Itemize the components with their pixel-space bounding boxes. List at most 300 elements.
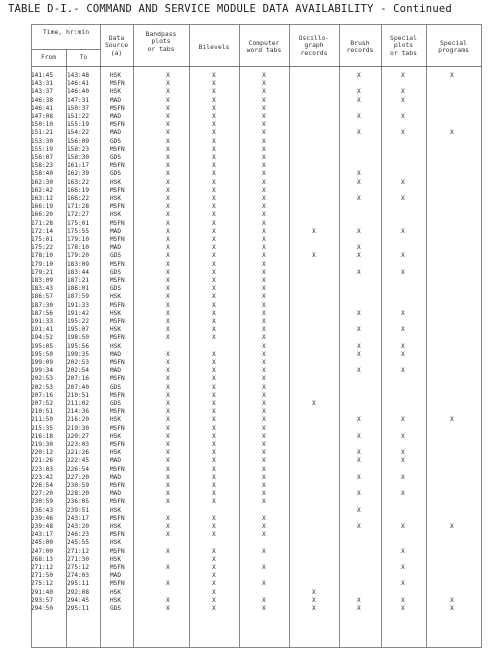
time-from-cell: 162:42 [31,186,54,194]
availability-mark: X [212,531,216,539]
availability-mark: X [401,252,405,260]
availability-mark: X [166,490,170,498]
header-data-source: Data Source (a) [104,34,129,57]
table-row [31,581,481,587]
data-source-cell: MAD [110,227,122,235]
availability-mark: X [262,121,266,129]
time-from-cell: 226:54 [31,482,54,489]
data-source-cell: MSFN [110,219,125,227]
time-to-cell: 214:36 [67,408,90,416]
availability-mark: X [401,309,405,317]
time-from-cell: 239:48 [31,523,54,530]
data-source-cell: MAD [110,244,122,252]
time-to-cell: 219:30 [67,424,90,432]
table-row [31,286,481,292]
time-from-cell: 153:30 [31,137,54,145]
availability-mark: X [166,227,170,235]
data-source-cell: MSFN [110,162,125,170]
availability-mark: X [262,432,266,440]
availability-mark: X [166,424,170,432]
data-source-cell: HSK [110,178,122,186]
availability-mark: X [357,473,361,481]
availability-mark: X [212,309,216,317]
time-from-cell: 223:42 [31,473,54,481]
availability-mark: X [212,186,216,194]
availability-mark: X [212,523,216,530]
availability-mark: X [262,383,266,391]
time-to-cell: 162:39 [67,170,90,178]
availability-mark: X [262,145,266,153]
availability-mark: X [401,432,405,440]
availability-mark: X [357,449,361,457]
availability-mark: X [212,449,216,457]
availability-mark: X [212,359,216,366]
availability-mark: X [166,367,170,375]
availability-mark: X [212,588,216,596]
time-to-cell: 271:30 [67,555,90,563]
availability-mark: X [262,137,266,145]
availability-mark: X [312,605,316,612]
availability-mark: X [166,596,170,604]
availability-mark: X [212,334,216,342]
header-oscillograph: Oscillo- graph records [298,34,330,57]
availability-mark: X [212,285,216,293]
availability-mark: X [166,162,170,170]
availability-mark: X [212,391,216,399]
time-from-cell: 210:51 [31,408,54,416]
availability-mark: X [401,268,405,276]
availability-mark: X [212,80,216,88]
time-to-cell: 243:17 [67,514,90,522]
availability-mark: X [212,555,216,563]
time-to-cell: 202:53 [67,359,90,366]
availability-mark: X [166,580,170,588]
table-row [31,458,481,464]
table-row [31,245,481,251]
time-from-cell: 179:10 [31,260,54,268]
data-source-cell: HSK [110,539,122,547]
availability-mark: X [166,441,170,448]
data-source-cell: MAD [110,367,122,375]
header-from: From [41,54,56,61]
data-source-cell: HSK [110,523,122,530]
table-row [31,139,481,145]
time-to-cell: 243:20 [67,523,90,530]
table-row [31,81,481,87]
time-to-cell: 191:42 [67,309,90,317]
availability-mark: X [401,605,405,612]
time-from-cell: 147:08 [31,113,54,120]
availability-mark: X [262,178,266,186]
availability-mark: X [357,72,361,79]
data-source-cell: MSFN [110,465,125,473]
availability-mark: X [262,523,266,530]
time-from-cell: 227:20 [31,490,54,498]
header-special-programs: Special programs [438,39,469,55]
availability-mark: X [166,260,170,268]
table-row [31,475,481,481]
table-row [31,598,481,604]
availability-mark: X [166,137,170,145]
availability-mark: X [212,96,216,104]
header-special-plots: Special plots or tabs [390,34,417,57]
availability-mark: X [212,408,216,416]
header-time: Time, hr:min [42,28,90,36]
data-source-cell: MAD [110,473,122,481]
availability-mark: X [401,195,405,202]
availability-mark: X [212,367,216,375]
availability-mark: X [401,490,405,498]
time-from-cell: 143:31 [31,80,54,88]
table-row [31,573,481,579]
time-from-cell: 293:57 [31,596,54,604]
time-from-cell: 179:21 [31,268,54,276]
table-row [31,319,481,325]
availability-mark: X [166,277,170,284]
availability-mark: X [262,88,266,96]
table-row [31,188,481,194]
availability-mark: X [262,375,266,383]
availability-mark: X [262,359,266,366]
availability-mark: X [357,96,361,104]
availability-mark: X [166,129,170,137]
time-from-cell: 271:50 [31,572,54,580]
availability-mark: X [166,170,170,178]
time-from-cell: 216:18 [31,432,54,440]
availability-mark: X [166,547,170,555]
time-to-cell: 146:40 [67,88,90,96]
table-row [31,532,481,538]
availability-mark: X [212,416,216,424]
availability-mark: X [212,252,216,260]
time-from-cell: 158:23 [31,162,54,170]
availability-mark: X [212,88,216,96]
data-source-cell: MSFN [110,441,125,448]
data-source-cell: MSFN [110,514,125,522]
data-source-cell: MSFN [110,186,125,194]
availability-mark: X [450,596,454,604]
time-from-cell: 175:01 [31,236,54,243]
availability-mark: X [166,523,170,530]
table-row [31,221,481,227]
time-from-cell: 183:43 [31,285,54,293]
availability-mark: X [212,129,216,137]
data-source-cell: MAD [110,490,122,498]
time-to-cell: 147:31 [67,96,90,104]
time-from-cell: 230:59 [31,498,54,506]
availability-mark: X [166,236,170,243]
time-to-cell: 226:54 [67,465,90,473]
data-source-cell: MAD [110,572,122,580]
table-row [31,368,481,374]
availability-mark: X [166,605,170,612]
time-from-cell: 268:13 [31,555,54,563]
table-row [31,508,481,514]
availability-mark: X [166,88,170,96]
availability-mark: X [401,129,405,137]
availability-mark: X [450,605,454,612]
availability-mark: X [262,367,266,375]
availability-mark: X [401,596,405,604]
time-to-cell: 155:19 [67,121,90,129]
availability-mark: X [166,211,170,219]
availability-mark: X [212,400,216,407]
time-to-cell: 195:07 [67,326,90,334]
availability-mark: X [212,457,216,465]
availability-mark: X [166,301,170,309]
data-source-cell: MAD [110,457,122,465]
availability-mark: X [262,400,266,407]
table-row [31,483,481,489]
time-from-cell: 178:10 [31,252,54,260]
time-from-cell: 219:30 [31,441,54,448]
data-source-cell: GDS [110,252,122,260]
availability-mark: X [357,88,361,96]
availability-mark: X [212,564,216,571]
availability-mark: X [166,564,170,571]
data-source-cell: MSFN [110,236,125,243]
availability-mark: X [312,596,316,604]
table-row [31,417,481,423]
time-from-cell: 146:41 [31,104,54,112]
availability-mark: X [212,572,216,580]
data-source-cell: MSFN [110,80,125,88]
availability-mark: X [166,203,170,211]
availability-mark: X [262,514,266,522]
data-source-cell: MAD [110,129,122,137]
availability-mark: X [401,326,405,334]
data-source-cell: MSFN [110,301,125,309]
table-row [31,450,481,456]
table-title: TABLE D-I.- COMMAND AND SERVICE MODULE DATA AVAILABILITY - Continued [8,3,452,15]
availability-mark: X [262,129,266,137]
data-source-cell: HSK [110,88,122,96]
availability-mark: X [212,605,216,612]
table-row [31,303,481,309]
time-to-cell: 158:23 [67,145,90,153]
availability-mark: X [262,342,266,350]
time-to-cell: 179:10 [67,236,90,243]
time-from-cell: 166:19 [31,203,54,211]
availability-mark: X [401,72,405,79]
time-to-cell: 187:21 [67,277,90,284]
time-from-cell: 239:46 [31,514,54,522]
availability-mark: X [401,457,405,465]
availability-mark: X [262,104,266,112]
time-from-cell: 245:00 [31,539,54,547]
availability-mark: X [166,145,170,153]
table-row [31,270,481,276]
time-to-cell: 207:16 [67,375,90,383]
table-row [31,204,481,210]
header-bandpass: Bandpass plots or tabs [145,30,177,53]
availability-mark: X [357,268,361,276]
time-from-cell: 175:22 [31,244,54,252]
availability-mark: X [166,449,170,457]
availability-mark: X [166,400,170,407]
availability-mark: X [212,162,216,170]
time-to-cell: 146:41 [67,80,90,88]
availability-mark: X [262,326,266,334]
availability-mark: X [166,104,170,112]
time-to-cell: 292:08 [67,588,90,596]
table-row [31,73,481,79]
data-source-cell: HSK [110,416,122,424]
table-row [31,606,481,612]
availability-mark: X [262,531,266,539]
time-from-cell: 215:35 [31,424,54,432]
table-row [31,196,481,202]
availability-mark: X [166,121,170,129]
time-from-cell: 191:33 [31,318,54,325]
availability-mark: X [166,408,170,416]
table-row [31,409,481,415]
time-from-cell: 223:03 [31,465,54,473]
data-source-cell: HSK [110,555,122,563]
availability-mark: X [212,145,216,153]
availability-mark: X [450,523,454,530]
table-row [31,385,481,391]
data-source-cell: MSFN [110,121,125,129]
time-from-cell: 194:52 [31,334,54,342]
table-row [31,229,481,235]
availability-mark: X [212,473,216,481]
time-to-cell: 179:20 [67,252,90,260]
availability-mark: X [212,260,216,268]
time-from-cell: 158:40 [31,170,54,178]
availability-mark: X [401,367,405,375]
time-from-cell: 236:43 [31,506,54,514]
time-to-cell: 195:56 [67,342,90,350]
availability-mark: X [212,596,216,604]
availability-mark: X [212,195,216,202]
availability-mark: X [401,178,405,186]
table-row [31,557,481,563]
availability-mark: X [166,113,170,120]
table-row [31,442,481,448]
table-row [31,590,481,596]
time-to-cell: 172:27 [67,211,90,219]
table-row [31,491,481,497]
availability-mark: X [401,547,405,555]
time-to-cell: 239:51 [67,506,90,514]
availability-mark: X [262,457,266,465]
availability-mark: X [262,580,266,588]
availability-mark: X [166,80,170,88]
availability-mark: X [166,154,170,161]
time-to-cell: 183:44 [67,268,90,276]
time-to-cell: 246:23 [67,531,90,539]
time-to-cell: 210:51 [67,391,90,399]
data-source-cell: HSK [110,449,122,457]
availability-mark: X [262,441,266,448]
time-to-cell: 154:22 [67,129,90,137]
time-to-cell: 161:17 [67,162,90,170]
availability-mark: X [262,416,266,424]
data-source-cell: MSFN [110,359,125,366]
availability-mark: X [450,72,454,79]
availability-mark: X [401,580,405,588]
availability-mark: X [357,129,361,137]
availability-mark: X [262,227,266,235]
time-to-cell: 294:45 [67,596,90,604]
availability-mark: X [262,391,266,399]
data-source-cell: MSFN [110,277,125,284]
table-row [31,163,481,169]
time-to-cell: 275:12 [67,564,90,571]
data-source-cell: GDS [110,383,122,391]
data-source-cell: MSFN [110,334,125,342]
availability-mark: X [166,465,170,473]
time-to-cell: 199:35 [67,350,90,358]
availability-mark: X [401,227,405,235]
table-row [31,426,481,432]
time-from-cell: 207:16 [31,391,54,399]
availability-mark: X [212,104,216,112]
data-source-cell: HSK [110,506,122,514]
availability-mark: X [401,88,405,96]
availability-mark: X [212,211,216,219]
data-source-cell: HSK [110,326,122,334]
table-row [31,106,481,112]
availability-mark: X [262,605,266,612]
availability-mark: X [212,375,216,383]
time-to-cell: 187:59 [67,293,90,301]
time-from-cell: 202:53 [31,383,54,391]
time-from-cell: 207:52 [31,400,54,407]
availability-mark: X [212,424,216,432]
availability-mark: X [166,531,170,539]
availability-mark: X [166,309,170,317]
availability-mark: X [312,252,316,260]
availability-mark: X [357,342,361,350]
data-source-cell: MSFN [110,145,125,153]
availability-mark: X [166,375,170,383]
table-row [31,114,481,120]
data-source-cell: GDS [110,154,122,161]
time-to-cell: 230:59 [67,482,90,489]
time-from-cell: 199:09 [31,359,54,366]
availability-mark: X [212,244,216,252]
time-from-cell: 202:53 [31,375,54,383]
availability-mark: X [262,154,266,161]
availability-mark: X [212,498,216,506]
data-source-cell: GDS [110,285,122,293]
table-row [31,89,481,95]
time-to-cell: 274:03 [67,572,90,580]
availability-mark: X [262,260,266,268]
time-from-cell: 187:30 [31,301,54,309]
table-row [31,401,481,407]
availability-mark: X [262,113,266,120]
data-source-cell: HSK [110,309,122,317]
table-row [31,171,481,177]
data-source-cell: HSK [110,588,122,596]
time-from-cell: 275:12 [31,580,54,588]
availability-mark: X [212,326,216,334]
table-row [31,540,481,546]
time-to-cell: 236:05 [67,498,90,506]
data-source-cell: HSK [110,293,122,301]
table-row [31,212,481,218]
time-from-cell: 156:07 [31,154,54,161]
availability-mark: X [357,350,361,358]
availability-mark: X [262,72,266,79]
availability-mark: X [212,293,216,301]
time-to-cell: 158:30 [67,154,90,161]
header-computer-word-tabs: Computer word tabs [246,39,282,55]
availability-mark: X [262,293,266,301]
